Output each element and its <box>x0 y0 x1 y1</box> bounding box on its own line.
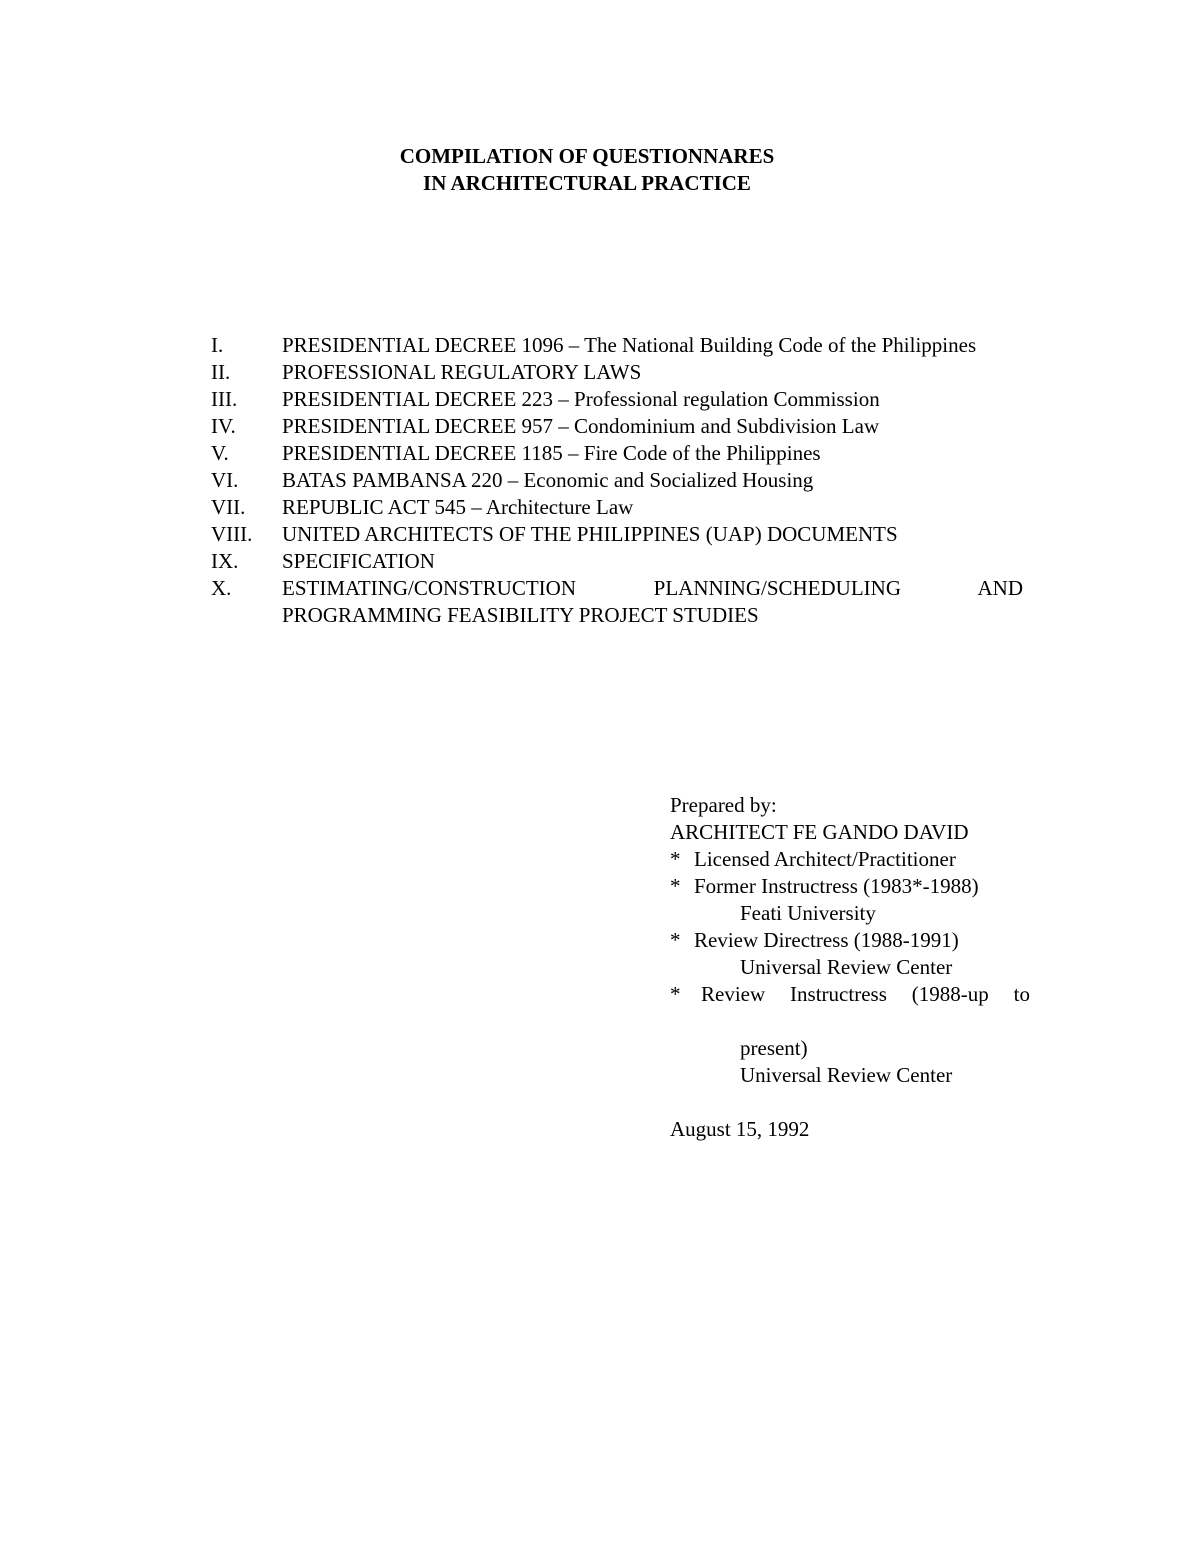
blank-line <box>670 1089 1030 1116</box>
contents-item <box>211 413 1023 440</box>
document-date: August 15, 1992 <box>670 1117 810 1141</box>
title-line-2: IN ARCHITECTURAL PRACTICE <box>423 171 751 195</box>
item-number: VI. <box>211 468 239 492</box>
contents-list <box>211 332 1023 629</box>
item-text: PROFESSIONAL REGULATORY LAWS <box>282 360 642 384</box>
contents-item <box>211 494 1023 521</box>
credential-text-continued: present) <box>740 1036 808 1060</box>
contents-item <box>211 332 1023 359</box>
contents-item <box>211 386 1023 413</box>
item-number: X. <box>211 576 232 600</box>
document-title <box>0 143 1174 197</box>
item-number: III. <box>211 387 238 411</box>
item-text: ESTIMATING/CONSTRUCTION PLANNING/SCHEDULING AND PROGRAMMING FEASIBILITY PROJECT STUDIES <box>282 576 1023 627</box>
author-name: ARCHITECT FE GANDO DAVID <box>670 820 969 844</box>
item-text: BATAS PAMBANSA 220 – Economic and Socialized Housing <box>282 468 814 492</box>
item-number: VIII. <box>211 522 253 546</box>
credential-item <box>670 873 1030 900</box>
credential-text: Licensed Architect/Practitioner <box>694 847 956 871</box>
contents-item <box>211 359 1023 386</box>
credential-text: Review Directress (1988-1991) <box>694 928 959 952</box>
credential-item <box>670 981 1030 1008</box>
credential-item <box>670 927 1030 954</box>
bullet-asterisk: * <box>670 982 681 1006</box>
title-line-1: COMPILATION OF QUESTIONNARES <box>399 144 775 168</box>
item-number: VII. <box>211 495 246 519</box>
item-text: UNITED ARCHITECTS OF THE PHILIPPINES (UAP) DOCUMENTS <box>282 522 898 546</box>
bullet-asterisk: * <box>670 928 681 952</box>
credential-institution: Feati University <box>740 901 876 925</box>
credential-item <box>670 846 1030 873</box>
prepared-by-block <box>670 792 1030 1143</box>
blank-line <box>670 1008 1030 1035</box>
credential-text: Review Instructress (1988-up to <box>701 982 1030 1006</box>
contents-item <box>211 467 1023 494</box>
item-text: SPECIFICATION <box>282 549 435 573</box>
prepared-by-label: Prepared by: <box>670 793 777 817</box>
item-number: IX. <box>211 549 239 573</box>
item-text: PRESIDENTIAL DECREE 957 – Condominium and Subdivision Law <box>282 414 880 438</box>
item-text: PRESIDENTIAL DECREE 1185 – Fire Code of the Philippines <box>282 441 821 465</box>
bullet-asterisk: * <box>670 847 681 871</box>
item-text: PRESIDENTIAL DECREE 223 – Professional regulation Commission <box>282 387 880 411</box>
contents-item <box>211 575 1023 629</box>
credential-institution: Universal Review Center <box>740 955 953 979</box>
contents-item <box>211 521 1023 548</box>
bullet-asterisk: * <box>670 874 681 898</box>
contents-item <box>211 440 1023 467</box>
item-number: I. <box>211 333 224 357</box>
credential-text: Former Instructress (1983*-1988) <box>694 874 979 898</box>
contents-item <box>211 548 1023 575</box>
item-text: REPUBLIC ACT 545 – Architecture Law <box>282 495 634 519</box>
item-text: PRESIDENTIAL DECREE 1096 – The National Building Code of the Philippines <box>282 333 977 357</box>
item-number: IV. <box>211 414 236 438</box>
item-number: II. <box>211 360 231 384</box>
credential-institution: Universal Review Center <box>740 1063 953 1087</box>
item-number: V. <box>211 441 229 465</box>
